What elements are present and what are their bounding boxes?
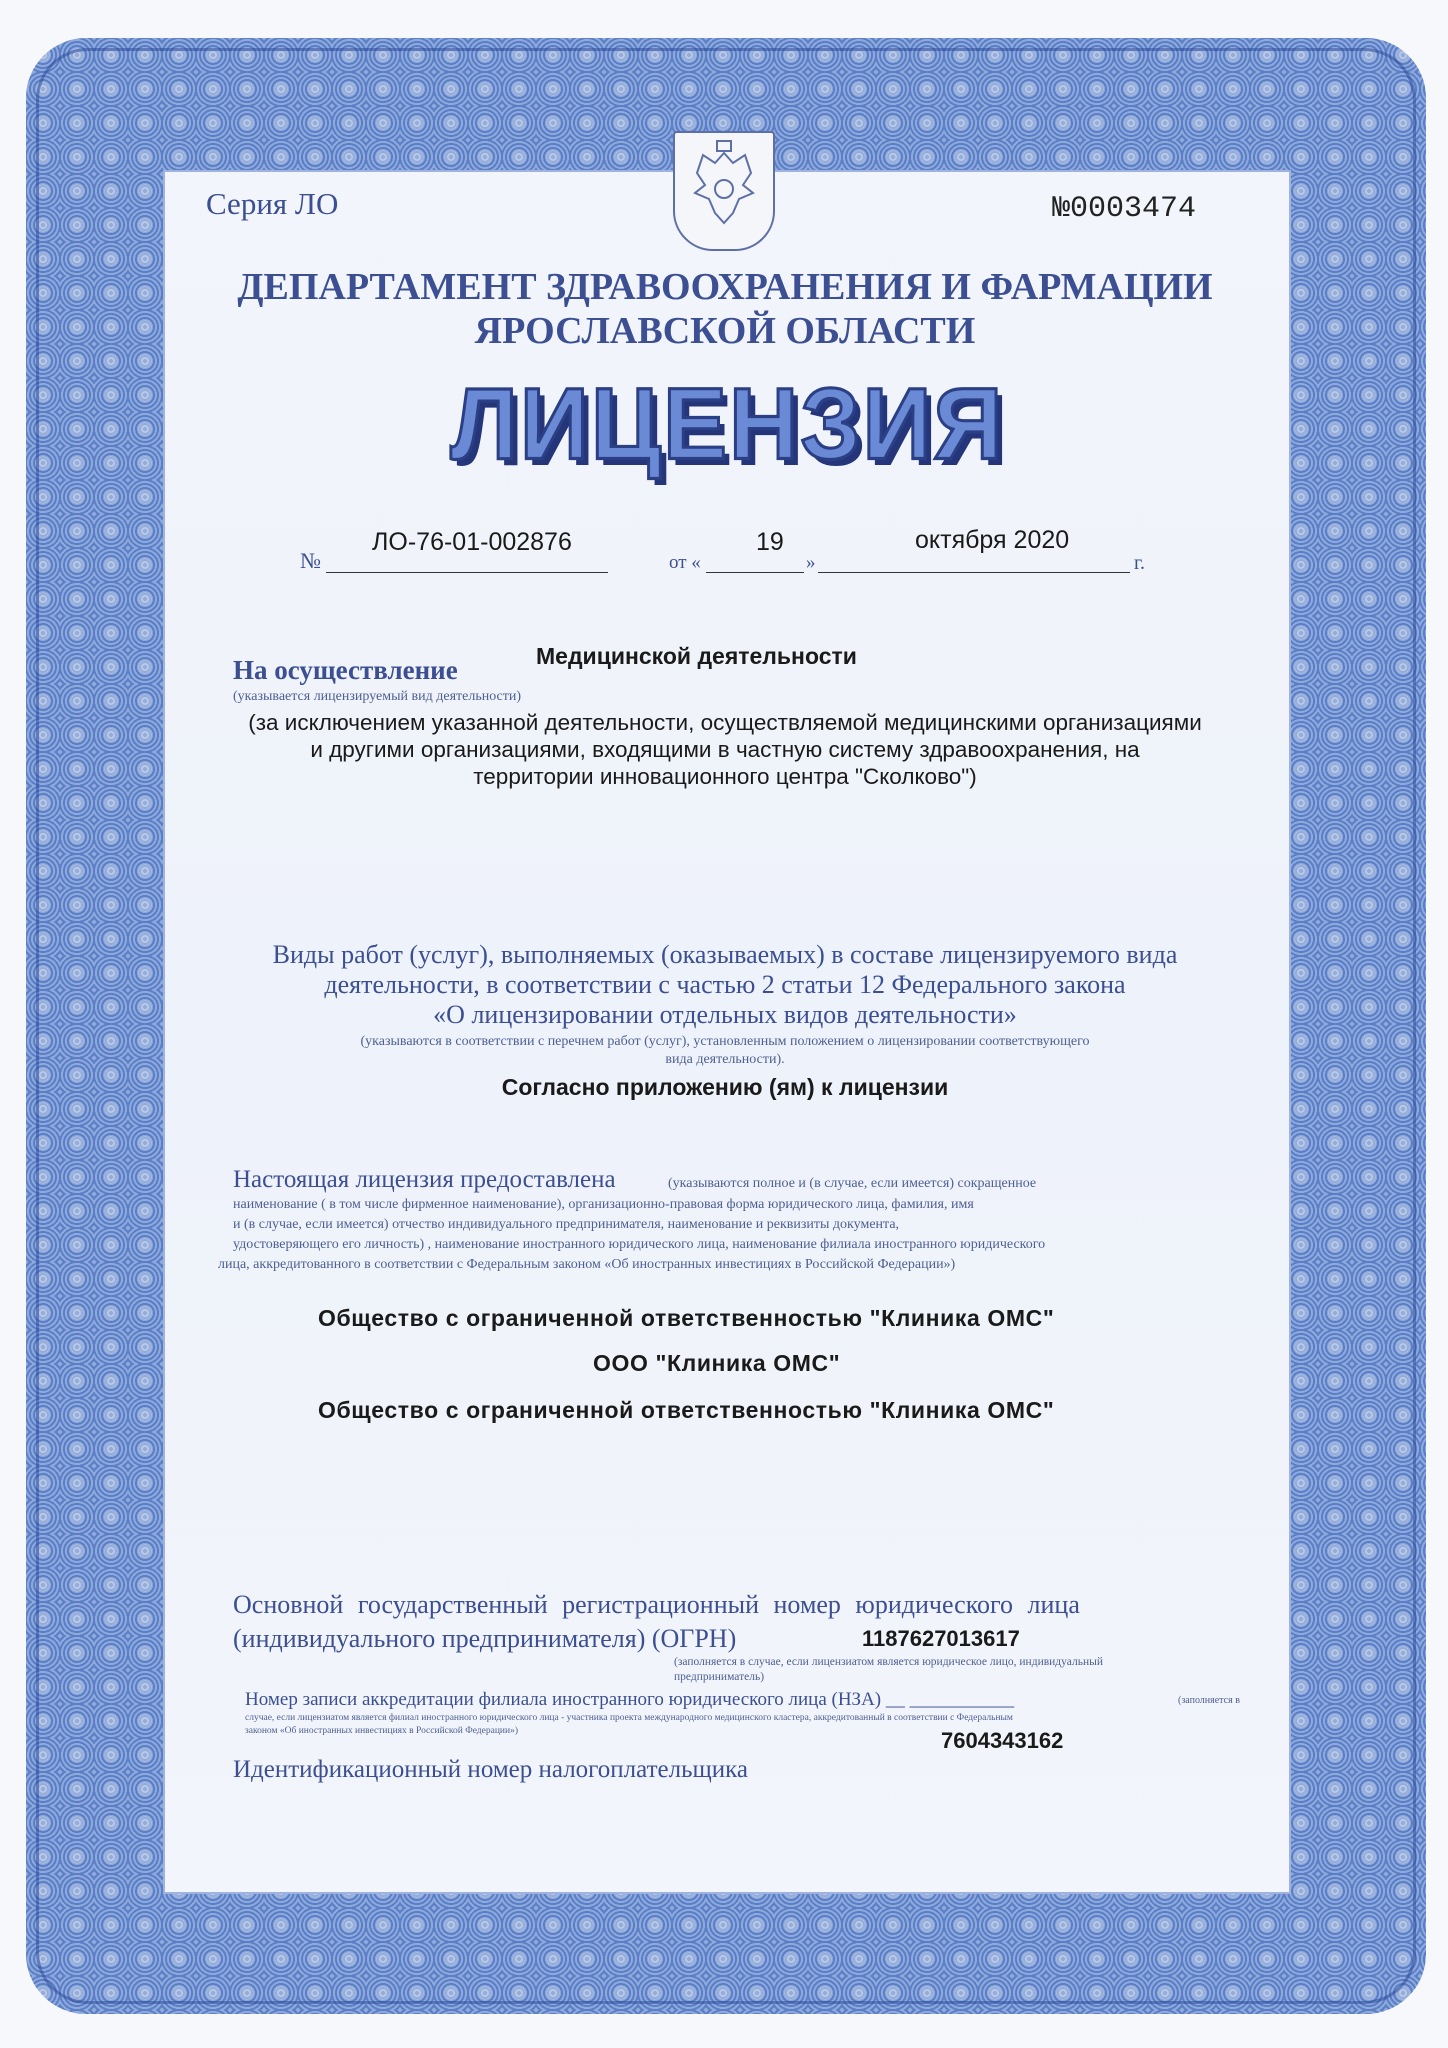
works-line-1: Виды работ (услуг), выполняемых (оказываемых) в составе лицензируемого вида bbox=[272, 940, 1178, 969]
ogrn-label-1: Основной государственный регистрационный номер юридического лица bbox=[233, 1590, 1080, 1619]
ogrn-hint-1: (заполняется в случае, если лицензиатом является юридическое лицо, индивидуальный bbox=[674, 1656, 1103, 1668]
form-number: №0003474 bbox=[1052, 192, 1197, 226]
ogrn-hint-2: предприниматель) bbox=[674, 1671, 765, 1683]
grantee-hint-4: лица, аккредитованного в соответствии с Федеральным законом «Об иностранных инвестициях в Российской Федерации») bbox=[218, 1257, 956, 1272]
nza-row bbox=[245, 1689, 1014, 1711]
coat-of-arms-icon bbox=[673, 131, 775, 251]
authority-line-2: ЯРОСЛАВСКОЙ ОБЛАСТИ bbox=[474, 310, 976, 352]
nza-blank: __ ___________ bbox=[885, 1689, 1015, 1710]
inn-value: 7604343162 bbox=[941, 1728, 1064, 1753]
grantee-short-name: ООО "Клиника ОМС" bbox=[593, 1350, 841, 1376]
works-value: Согласно приложению (ям) к лицензии bbox=[501, 1074, 949, 1100]
activity-note-3: территории инновационного центра "Сколково") bbox=[473, 764, 977, 789]
nza-hint-tail: (заполняется в bbox=[1178, 1695, 1240, 1706]
activity-value: Медицинской деятельности bbox=[536, 643, 857, 669]
works-line-2: деятельности, в соответствии с частью 2 статьи 12 Федерального закона bbox=[324, 970, 1126, 999]
grantee-hint-first: (указываются полное и (в случае, если имеется) сокращенное bbox=[668, 1176, 1037, 1191]
year-suffix: г. bbox=[1134, 552, 1145, 574]
license-month-year: октября 2020 bbox=[915, 526, 1070, 554]
activity-note-2: и другими организациями, входящими в частную систему здравоохранения, на bbox=[310, 737, 1140, 762]
license-number: ЛО-76-01-002876 bbox=[372, 528, 572, 556]
quote-close: » bbox=[806, 552, 816, 573]
series-label: Серия ЛО bbox=[206, 186, 339, 221]
ogrn-label-2: (индивидуального предпринимателя) (ОГРН) bbox=[233, 1624, 737, 1653]
grantee-hint-2: и (в случае, если имеется) отчество индивидуального предпринимателя, наименование и реквизиты документа, bbox=[233, 1217, 900, 1232]
activity-label: На осуществление bbox=[233, 655, 458, 685]
nza-label: Номер записи аккредитации филиала иностранного юридического лица (НЗА) bbox=[245, 1689, 886, 1710]
ogrn-value: 1187627013617 bbox=[862, 1626, 1020, 1651]
license-title: ЛИЦЕНЗИЯ bbox=[450, 368, 1005, 481]
from-label: от « bbox=[669, 552, 701, 573]
nza-hint-1: случае, если лицензиатом является филиал иностранного юридического лица - участника проекта международного медицинского кластера, аккредитованный в соответствии с Федеральным bbox=[245, 1713, 1013, 1723]
authority-line-1: ДЕПАРТАМЕНТ ЗДРАВООХРАНЕНИЯ И ФАРМАЦИИ bbox=[237, 266, 1213, 308]
grantee-hint-3: удостоверяющего его личность) , наименование иностранного юридического лица, наименование филиала иностранного юридического bbox=[233, 1237, 1046, 1252]
activity-hint: (указывается лицензируемый вид деятельности) bbox=[233, 689, 522, 704]
nza-hint-2: законом «Об иностранных инвестициях в Российской Федерации») bbox=[245, 1726, 518, 1736]
number-label: № bbox=[300, 548, 321, 573]
license-day: 19 bbox=[756, 528, 784, 556]
works-hint-1: (указываются в соответствии с перечнем работ (услуг), установленным положением о лицензировании соответствующего bbox=[360, 1034, 1090, 1049]
grantee-full-name: Общество с ограниченной ответственностью "Клиника ОМС" bbox=[318, 1305, 1055, 1331]
grantee-hint-1: наименование ( в том числе фирменное наименование), организационно-правовая форма юридического лица, фамилия, имя bbox=[233, 1197, 974, 1212]
activity-note-1: (за исключением указанной деятельности, осуществляемой медицинскими организациями bbox=[248, 710, 1202, 735]
works-hint-2: вида деятельности). bbox=[665, 1052, 785, 1067]
grantee-label: Настоящая лицензия предоставлена bbox=[233, 1166, 616, 1193]
inn-label: Идентификационный номер налогоплательщика bbox=[233, 1756, 749, 1783]
works-line-3: «О лицензировании отдельных видов деятельности» bbox=[433, 1000, 1017, 1029]
grantee-brand-name: Общество с ограниченной ответственностью "Клиника ОМС" bbox=[318, 1397, 1055, 1423]
